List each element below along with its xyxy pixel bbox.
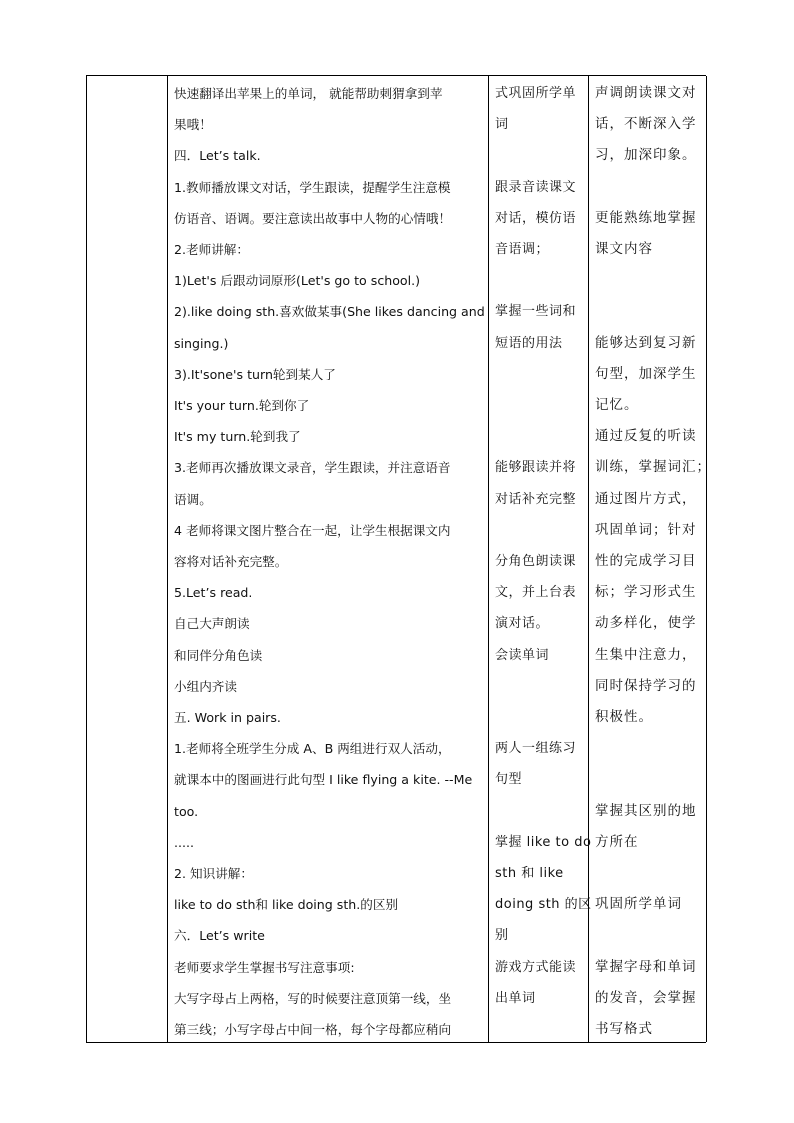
column-design-purpose (589, 76, 711, 1042)
process-line: 1.老师将全班学生分成 A、B 两组进行双人活动， (174, 741, 451, 757)
process-line: 2. 知识讲解： (174, 866, 253, 881)
design-purpose-line: 更能熟练地掌握 (595, 209, 697, 226)
student-activity-line: 掌握一些词和 (495, 304, 577, 320)
student-activity-line: 掌握 like to do (495, 834, 592, 850)
student-activity-line: 词 (495, 117, 509, 133)
student-activity-line: 分角色朗读课 (495, 554, 577, 569)
student-activity-line: 音语调； (495, 242, 550, 257)
student-activity-line: 对话，模仿语 (495, 210, 577, 226)
process-line: ..... (174, 834, 195, 850)
design-purpose-line: 巩固单词；针对 (595, 521, 697, 538)
design-purpose-line: 通过反复的听读 (595, 428, 697, 445)
design-purpose-line: 巩固所学单词 (595, 896, 682, 913)
design-purpose-line: 标；学习形式生 (595, 584, 697, 601)
lesson-plan-table (86, 75, 711, 1043)
student-activity-line: 文，并上台表 (495, 585, 577, 601)
process-line: 大写字母占上两格，写的时候要注意顶第一线，坐 (174, 990, 452, 1006)
design-purpose-line: 训练，掌握词汇； (595, 459, 711, 476)
process-line: It's your turn.轮到你了 (174, 398, 310, 413)
student-activity-line: 出单词 (495, 990, 536, 1006)
design-purpose-line: 句型，加深学生 (595, 365, 697, 382)
student-activity-line: 对话补充完整 (495, 491, 577, 507)
student-activity-line: 式巩固所学单 (495, 86, 577, 101)
student-activity-line: 别 (495, 928, 509, 944)
process-line: 2.老师讲解： (174, 242, 249, 257)
student-activity-line: sth 和 like (495, 866, 564, 881)
student-activity-line: 跟录音读课文 (495, 179, 577, 195)
process-line: 3).It'sone's turn轮到某人了 (174, 366, 336, 382)
student-activity-line: doing sth 的区 (495, 897, 592, 913)
process-line: 就课本中的图画进行此句型 I like flying a kite. --Me (174, 772, 473, 788)
design-purpose-line: 话，不断深入学 (595, 116, 697, 133)
process-line: 3.老师再次播放课文录音，学生跟读，并注意语音 (174, 460, 451, 476)
design-purpose-line: 书写格式 (595, 1021, 653, 1037)
process-line: 小组内齐读 (174, 678, 237, 694)
column-student-activity (489, 76, 592, 1042)
design-purpose-line: 记忆。 (595, 397, 639, 413)
design-purpose-line: 习，加深印象。 (595, 147, 697, 164)
design-purpose-line: 动多样化，使学 (595, 615, 697, 632)
process-line: 第三线；小写字母占中间一格，每个字母都应稍向 (174, 1022, 452, 1037)
process-line: It's my turn.轮到我了 (174, 429, 301, 445)
student-activity-line: 游戏方式能读 (495, 959, 577, 975)
process-line: 六．Let’s write (174, 928, 265, 944)
process-line: 五. Work in pairs. (174, 710, 281, 725)
process-line: 2).like doing sth.喜欢做某事(She likes dancing and (174, 304, 485, 320)
process-line: 5.Let’s read. (174, 585, 253, 601)
process-line: 1.教师播放课文对话，学生跟读，提醒学生注意模 (174, 179, 451, 195)
student-activity-line: 短语的用法 (495, 335, 563, 351)
process-line: singing.) (174, 335, 229, 351)
column-teaching-process (168, 76, 489, 1042)
design-purpose-line: 的发音，会掌握 (595, 989, 697, 1006)
design-purpose-line: 声调朗读课文对 (595, 85, 697, 101)
student-activity-line: 句型 (495, 772, 523, 788)
process-line: like to do sth和 like doing sth.的区别 (174, 897, 399, 913)
design-purpose-line: 能够达到复习新 (595, 334, 697, 351)
design-purpose-line: 生集中注意力， (595, 646, 697, 663)
process-line: 1)Let's 后跟动词原形(Let's go to school.) (174, 273, 421, 289)
process-line: 4 老师将课文图片整合在一起，让学生根据课文内 (174, 522, 451, 538)
process-line: 果哦！ (174, 117, 212, 133)
design-purpose-line: 课文内容 (595, 241, 653, 257)
student-activity-line: 两人一组练习 (495, 741, 577, 757)
design-purpose-line: 积极性。 (595, 709, 653, 725)
student-activity-line: 会读单词 (495, 647, 550, 663)
process-line: 语调。 (174, 491, 212, 507)
process-line: 老师要求学生掌握书写注意事项: (174, 959, 355, 975)
process-line: 自己大声朗读 (174, 616, 250, 632)
design-purpose-line: 掌握其区别的地 (595, 802, 697, 819)
process-line: 快速翻译出苹果上的单词， 就能帮助刺猬拿到苹 (174, 86, 443, 101)
process-line: 容将对话补充完整。 (174, 554, 288, 569)
process-line: 四．Let’s talk. (174, 148, 261, 164)
design-purpose-line: 性的完成学习目 (595, 553, 697, 569)
design-purpose-line: 掌握字母和单词 (595, 958, 697, 975)
design-purpose-line: 方所在 (595, 833, 639, 850)
student-activity-line: 能够跟读并将 (495, 460, 577, 476)
student-activity-line: 演对话。 (495, 616, 550, 632)
column-stage (87, 76, 168, 1042)
process-line: 仿语音、语调。要注意读出故事中人物的心情哦！ (174, 210, 452, 226)
design-purpose-line: 同时保持学习的 (595, 677, 697, 694)
process-line: 和同伴分角色读 (174, 647, 263, 663)
process-line: too. (174, 803, 199, 819)
design-purpose-line: 通过图片方式， (595, 490, 697, 507)
